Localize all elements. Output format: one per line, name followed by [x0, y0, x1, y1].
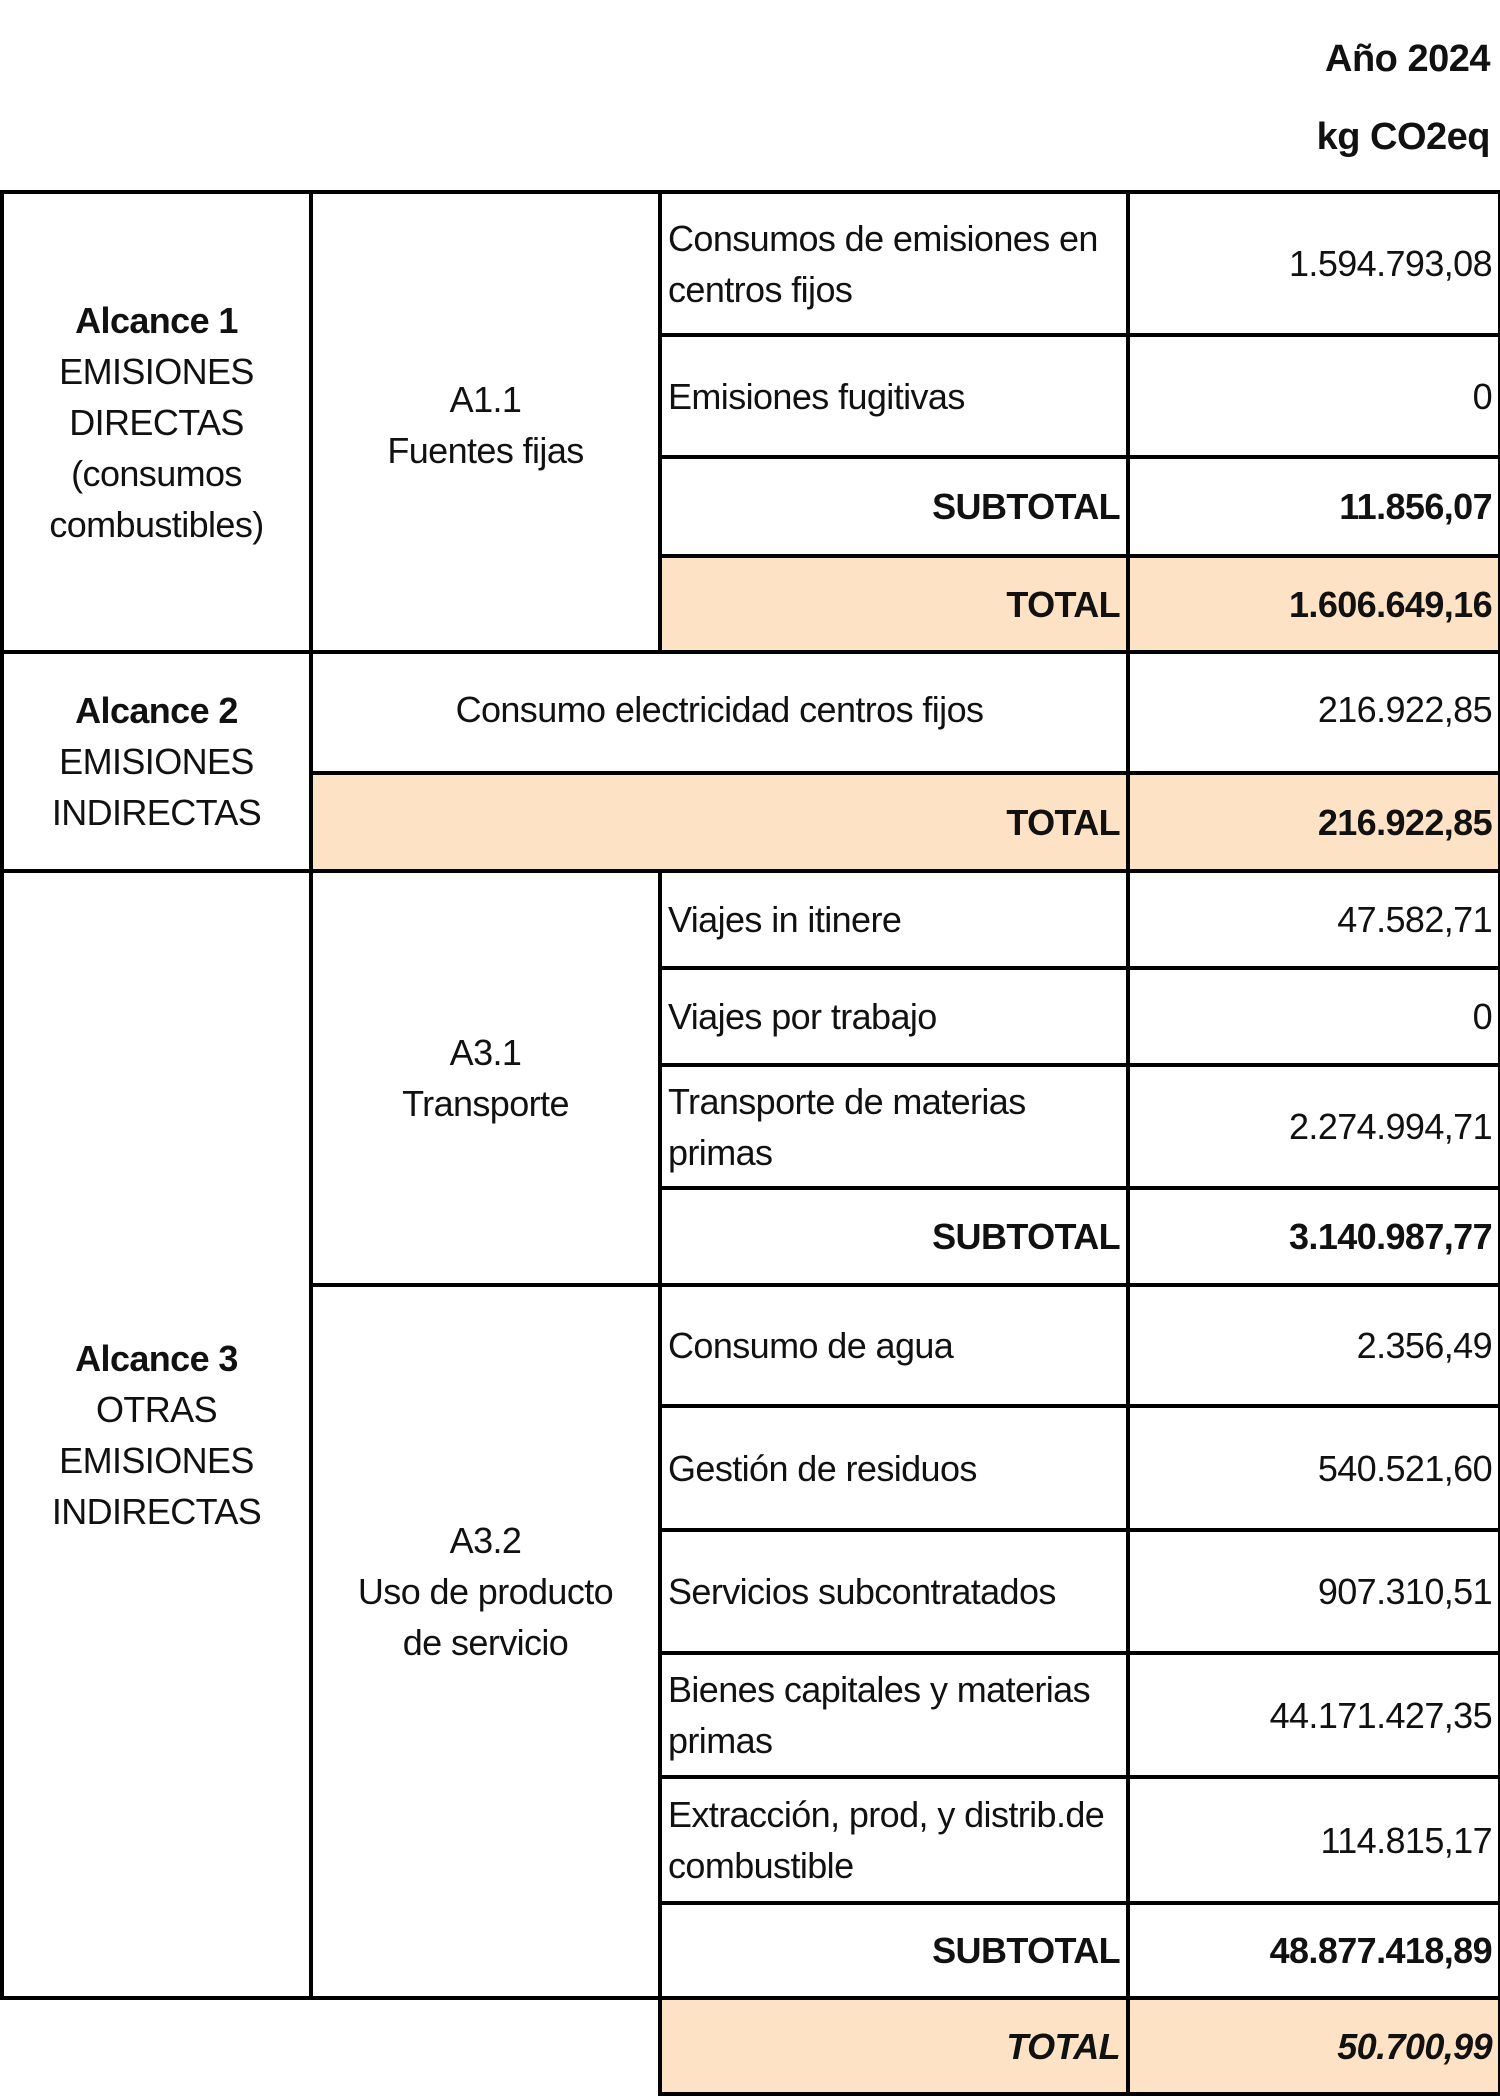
group-a11-cell — [311, 192, 660, 652]
emissions-table — [0, 190, 1500, 2096]
row-label: Consumo electricidad centros fijos — [311, 652, 1128, 773]
table-row — [2, 652, 1500, 773]
scope1-desc-line: combustibles) — [49, 503, 264, 545]
group-code: A1.1 — [449, 379, 522, 420]
total-value: 50.700,99 — [1128, 1998, 1500, 2094]
scope2-desc-line: INDIRECTAS — [51, 792, 262, 833]
row-value: 1.594.793,08 — [1128, 192, 1500, 335]
group-a32-cell — [311, 1285, 660, 1998]
subtotal-value: 3.140.987,77 — [1128, 1188, 1500, 1285]
unit-header: kg CO2eq — [1316, 116, 1490, 158]
row-label: Extracción, prod, y distrib.de combustible — [660, 1777, 1128, 1903]
total-label: TOTAL — [660, 1998, 1128, 2094]
row-label: Emisiones fugitivas — [660, 335, 1128, 457]
scope1-desc-line: EMISIONES — [59, 350, 254, 392]
scope1-desc-line: (consumos — [71, 452, 242, 494]
scope1-cell — [2, 192, 311, 652]
scope2-desc-line: EMISIONES — [59, 741, 254, 782]
row-label: Consumos de emisiones en centros fijos — [660, 192, 1128, 335]
scope2-cell — [2, 652, 311, 871]
row-value: 2.356,49 — [1128, 1285, 1500, 1406]
row-value: 114.815,17 — [1128, 1777, 1500, 1903]
group-code: A3.1 — [449, 1032, 522, 1073]
subtotal-value: 48.877.418,89 — [1128, 1903, 1500, 1998]
total-row — [2, 1998, 1500, 2094]
row-label: Consumo de agua — [660, 1285, 1128, 1406]
subtotal-label: SUBTOTAL — [660, 457, 1128, 556]
row-value: 2.274.994,71 — [1128, 1065, 1500, 1188]
total-value: 1.606.649,16 — [1128, 556, 1500, 652]
subtotal-label: SUBTOTAL — [660, 1903, 1128, 1998]
row-value: 540.521,60 — [1128, 1406, 1500, 1530]
scope3-desc-line: INDIRECTAS — [51, 1490, 262, 1532]
table-row — [2, 871, 1500, 968]
scope1-desc-line: DIRECTAS — [69, 401, 244, 443]
row-label: Viajes por trabajo — [660, 968, 1128, 1065]
row-label: Gestión de residuos — [660, 1406, 1128, 1530]
total-label: TOTAL — [660, 556, 1128, 652]
group-name: Transporte — [402, 1083, 569, 1124]
group-code: A3.2 — [449, 1520, 522, 1561]
row-label: Viajes in itinere — [660, 871, 1128, 968]
year-header: Año 2024 — [1325, 38, 1490, 80]
subtotal-label: SUBTOTAL — [660, 1188, 1128, 1285]
scope3-desc-line: OTRAS — [95, 1388, 217, 1430]
group-name-line: de servicio — [402, 1622, 569, 1663]
group-name-line: Uso de producto — [357, 1571, 614, 1612]
scope3-title: Alcance 3 — [75, 1337, 238, 1379]
total-label: TOTAL — [311, 773, 1128, 871]
row-label: Servicios subcontratados — [660, 1530, 1128, 1653]
group-name: Fuentes fijas — [387, 430, 584, 471]
table-row — [2, 192, 1500, 335]
subtotal-value: 11.856,07 — [1128, 457, 1500, 556]
total-value: 216.922,85 — [1128, 773, 1500, 871]
group-a31-cell — [311, 871, 660, 1285]
row-value: 216.922,85 — [1128, 652, 1500, 773]
scope3-desc-line: EMISIONES — [59, 1439, 254, 1481]
row-value: 0 — [1128, 335, 1500, 457]
row-value: 907.310,51 — [1128, 1530, 1500, 1653]
scope2-title: Alcance 2 — [75, 690, 238, 731]
row-value: 0 — [1128, 968, 1500, 1065]
scope3-cell — [2, 871, 311, 1998]
row-label: Bienes capitales y materias primas — [660, 1653, 1128, 1777]
row-value: 44.171.427,35 — [1128, 1653, 1500, 1777]
row-label: Transporte de materias primas — [660, 1065, 1128, 1188]
scope1-title: Alcance 1 — [75, 299, 238, 341]
row-value: 47.582,71 — [1128, 871, 1500, 968]
